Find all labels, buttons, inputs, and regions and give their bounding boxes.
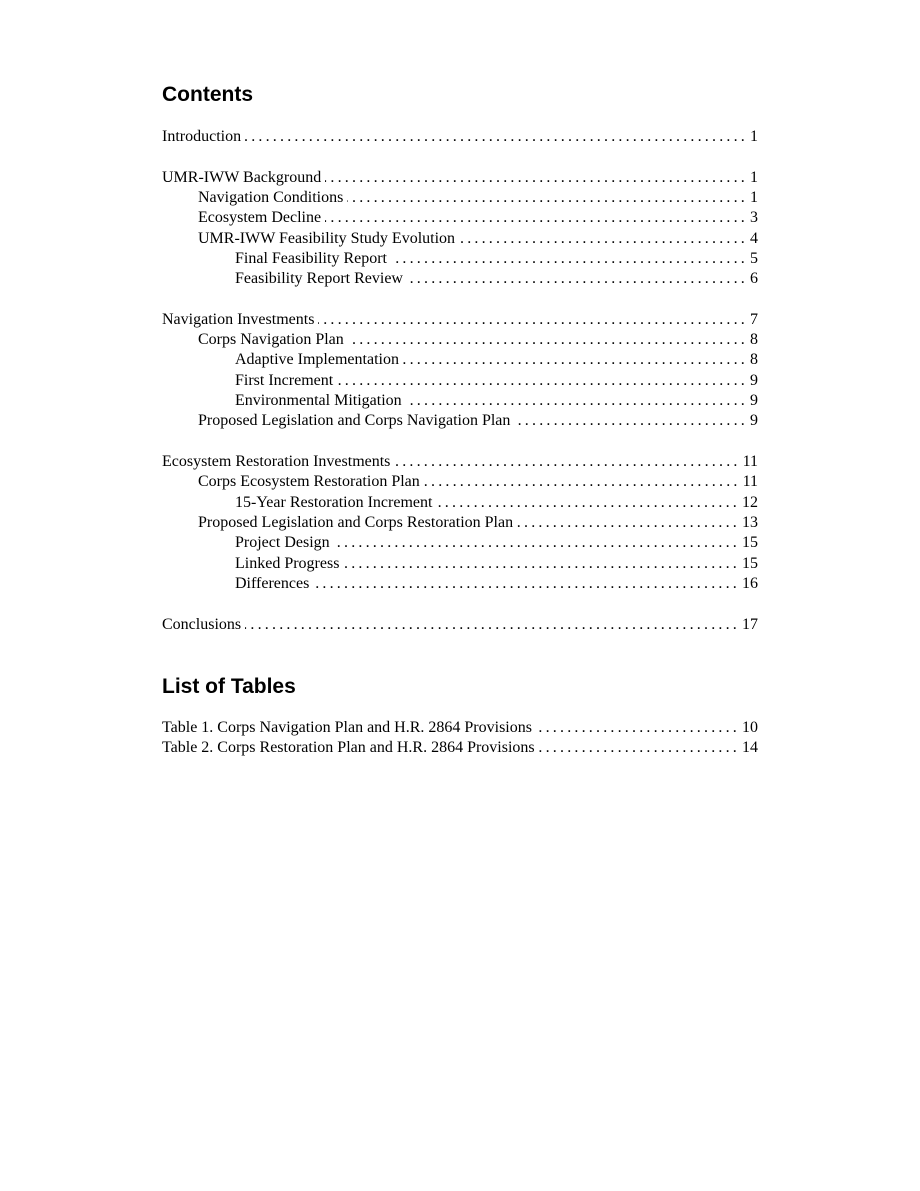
toc-entry-page: 1 <box>750 168 758 186</box>
toc-entry-page: 11 <box>742 453 758 471</box>
dot-leader <box>391 249 748 269</box>
list-of-tables <box>162 718 758 759</box>
dot-leader <box>318 310 748 330</box>
toc-entry <box>162 330 758 350</box>
toc-entry <box>162 472 758 492</box>
toc-entry-page: 17 <box>742 615 758 633</box>
toc-entry-title: Linked Progress <box>235 554 340 572</box>
toc-entry <box>162 493 758 513</box>
toc-entry-page: 9 <box>750 371 758 389</box>
toc-entry-page: 15 <box>742 554 758 572</box>
toc-entry-title: UMR-IWW Feasibility Study Evolution <box>198 229 456 247</box>
toc-entry <box>162 452 758 472</box>
toc-entry-page: 12 <box>742 493 758 511</box>
toc-entry-title: Conclusions <box>162 615 242 633</box>
toc-entry <box>162 533 758 553</box>
dot-leader <box>343 554 740 574</box>
toc-entry-title: UMR-IWW Background <box>162 168 322 186</box>
toc-entry-page: 16 <box>742 574 758 592</box>
toc-entry-title: Final Feasibility Report <box>235 249 387 267</box>
toc-entry-title: Project Design <box>235 534 330 552</box>
toc-entry-page: 1 <box>750 188 758 206</box>
toc-entry-title: Proposed Legislation and Corps Navigation Plan <box>198 412 511 430</box>
toc-entry-page: 5 <box>750 249 758 267</box>
toc-entry <box>162 513 758 533</box>
toc-entry-page: 3 <box>750 209 758 227</box>
toc-entry <box>162 391 758 411</box>
table-list-entry <box>162 738 758 758</box>
toc-entry-title: 15-Year Restoration Increment <box>235 493 433 511</box>
toc-entry-page: 13 <box>742 513 758 531</box>
toc-entry-page: 11 <box>742 473 758 491</box>
toc-entry <box>162 269 758 289</box>
toc-entry-page: 15 <box>742 534 758 552</box>
toc-entry-page: 9 <box>750 392 758 410</box>
toc-entry-page: 7 <box>750 310 758 328</box>
toc-entry <box>162 208 758 228</box>
toc-entry <box>162 310 758 330</box>
toc-entry-page: 4 <box>750 229 758 247</box>
dot-leader <box>337 371 748 391</box>
dot-leader <box>459 229 748 249</box>
dot-leader <box>407 269 748 289</box>
dot-leader <box>245 127 748 147</box>
dot-leader <box>347 188 748 208</box>
toc-entry-page: 8 <box>750 331 758 349</box>
dot-leader <box>403 350 748 370</box>
toc-entry <box>162 615 758 635</box>
table-list-entry-page: 14 <box>742 739 758 757</box>
toc-entry-title: Adaptive Implementation <box>235 351 399 369</box>
toc-entry-title: Corps Navigation Plan <box>198 331 344 349</box>
dot-leader <box>514 411 748 431</box>
dot-leader <box>517 513 740 533</box>
toc-entry-title: Ecosystem Decline <box>198 209 322 227</box>
toc-entry-title: Corps Ecosystem Restoration Plan <box>198 473 420 491</box>
dot-leader <box>325 208 748 228</box>
toc-entry <box>162 188 758 208</box>
dot-leader <box>539 738 740 758</box>
dot-leader <box>313 574 740 594</box>
dot-leader <box>334 533 740 553</box>
dot-leader <box>348 330 748 350</box>
toc-entry-title: Ecosystem Restoration Investments <box>162 453 391 471</box>
toc-entry <box>162 574 758 594</box>
toc-entry <box>162 229 758 249</box>
dot-leader <box>436 493 740 513</box>
contents-heading: Contents <box>162 83 253 106</box>
table-list-entry <box>162 718 758 738</box>
table-list-entry-page: 10 <box>742 719 758 736</box>
toc-entry-title: Introduction <box>162 128 242 145</box>
toc-entry-page: 8 <box>750 351 758 369</box>
dot-leader <box>406 391 748 411</box>
table-of-contents <box>162 127 758 635</box>
toc-entry-title: Navigation Investments <box>162 310 315 328</box>
toc-entry-title: Environmental Mitigation <box>235 392 402 410</box>
table-list-entry-title: Table 2. Corps Restoration Plan and H.R. 2864 Provisions <box>162 739 535 757</box>
toc-entry <box>162 168 758 188</box>
dot-leader <box>245 615 740 635</box>
toc-entry <box>162 411 758 431</box>
toc-entry <box>162 249 758 269</box>
dot-leader <box>536 718 740 738</box>
toc-entry-title: Differences <box>235 574 310 592</box>
toc-entry-title: Navigation Conditions <box>198 188 344 206</box>
dot-leader <box>394 452 740 472</box>
toc-entry <box>162 554 758 574</box>
list-of-tables-heading: List of Tables <box>162 675 296 698</box>
dot-leader <box>325 168 748 188</box>
toc-entry-page: 6 <box>750 270 758 288</box>
table-list-entry-title: Table 1. Corps Navigation Plan and H.R. 2864 Provisions <box>162 719 532 736</box>
toc-entry-page: 9 <box>750 412 758 430</box>
toc-entry <box>162 127 758 147</box>
toc-entry-title: Proposed Legislation and Corps Restoration Plan <box>198 513 514 531</box>
dot-leader <box>424 472 741 492</box>
toc-entry <box>162 371 758 391</box>
toc-entry-title: Feasibility Report Review <box>235 270 403 288</box>
toc-entry-page: 1 <box>750 128 758 145</box>
toc-entry <box>162 350 758 370</box>
toc-entry-title: First Increment <box>235 371 334 389</box>
